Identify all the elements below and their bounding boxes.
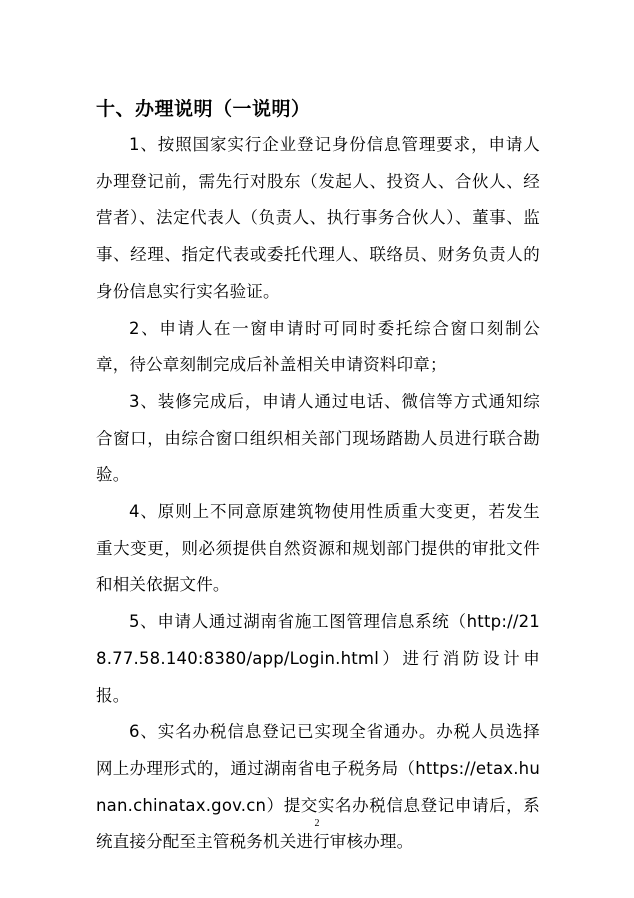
paragraph-3: 3、装修完成后，申请人通过电话、微信等方式通知综合窗口，由综合窗口组织相关部门现场踏勘人员进行联合勘验。	[96, 391, 540, 485]
section-heading: 十、办理说明（一说明）	[96, 98, 311, 120]
paragraph-6: 6、实名办税信息登记已实现全省通办。办税人员选择网上办理形式的，通过湖南省电子税务局（https://etax.hunan.chinatax.gov.cn）提交实名办税信息登记申请后，系统直接分配至主管税务机关进行审核办理。	[96, 722, 540, 852]
page-number: 2	[314, 818, 320, 829]
paragraph-1: 1、按照国家实行企业登记身份信息管理要求，申请人办理登记前，需先行对股东（发起人、投资人、合伙人、经营者）、法定代表人（负责人、执行事务合伙人）、董事、监事、经理、指定代表或委托代理人、联络员、财务负责人的身份信息实行实名验证。	[96, 135, 540, 301]
document-body	[96, 127, 540, 861]
paragraph-2: 2、申请人在一窗申请时可同时委托综合窗口刻制公章，待公章刻制完成后补盖相关申请资料印章；	[96, 318, 540, 375]
paragraph-4: 4、原则上不同意原建筑物使用性质重大变更，若发生重大变更，则必须提供自然资源和规划部门提供的审批文件和相关依据文件。	[96, 502, 540, 595]
paragraph-5: 5、申请人通过湖南省施工图管理信息系统（http://218.77.58.140:8380/app/Login.html）进行消防设计申报。	[96, 612, 540, 705]
